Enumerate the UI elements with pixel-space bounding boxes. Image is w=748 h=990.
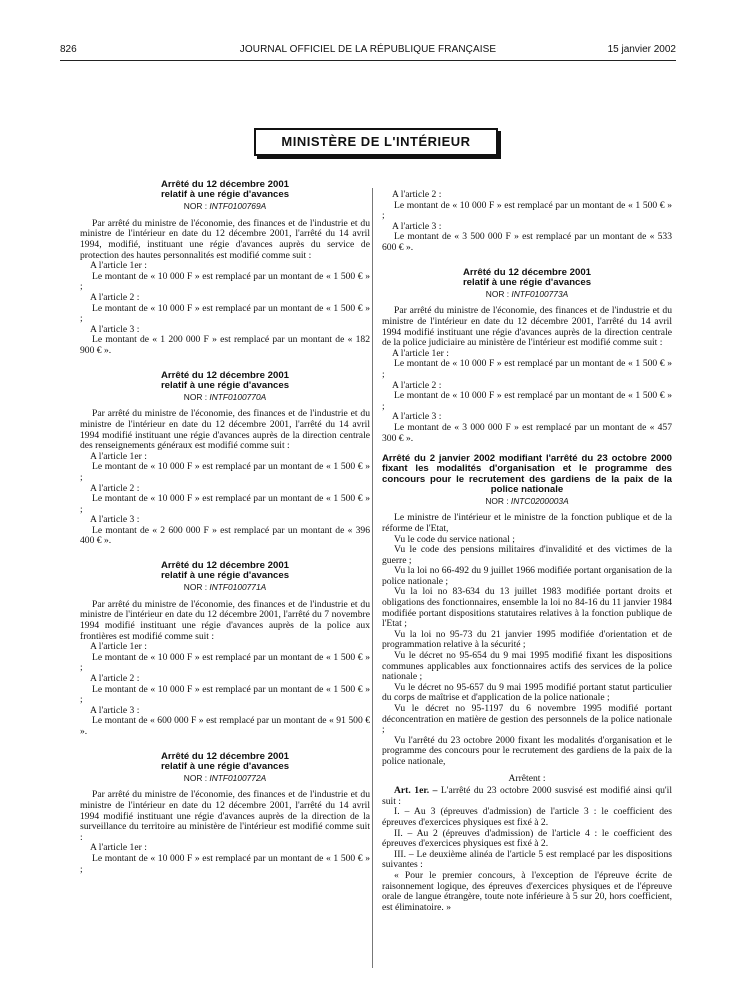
article-label: A l'article 2 :: [90, 482, 140, 494]
decree-section: [80, 371, 370, 548]
header-rule: [60, 60, 676, 61]
article-label: A l'article 2 :: [90, 673, 140, 685]
decree-title: Arrêté du 12 décembre 2001 relatif à une régie d'avances: [462, 266, 592, 288]
decree-title: Arrêté du 12 décembre 2001 relatif à une régie d'avances: [160, 560, 290, 582]
decree-section: [382, 268, 672, 445]
column-divider: [372, 188, 373, 968]
article-text: Le montant de « 10 000 F » est remplacé par un montant de « 1 500 € » ;: [80, 302, 370, 325]
article-text: Le montant de « 10 000 F » est remplacé par un montant de « 1 500 € » ;: [80, 493, 370, 515]
article-label: A l'article 1er :: [90, 641, 147, 653]
article-text: Le montant de « 10 000 F » est remplacé par un montant de « 1 500 € » ;: [382, 390, 672, 412]
visa-paragraph: Vu le code des pensions militaires d'invalidité et des victimes de la guerre ;: [382, 544, 672, 566]
running-header: [60, 44, 676, 58]
visa-paragraph: Vu le code du service national ;: [394, 533, 515, 545]
article-label: A l'article 1er :: [90, 450, 147, 462]
nor-reference: NOR : INTF0100771A: [183, 582, 267, 593]
decree-title: Arrêté du 12 décembre 2001 relatif à une régie d'avances: [160, 750, 290, 772]
article-label: A l'article 1er :: [392, 347, 449, 359]
article-text: Le montant de « 1 200 000 F » est remplacé par un montant de « 182 900 € ».: [80, 334, 370, 356]
article-1-label: Art. 1er. –: [394, 785, 438, 797]
article-label: A l'article 1er :: [90, 842, 147, 854]
article-label: A l'article 1er :: [90, 260, 147, 272]
article-label: A l'article 2 :: [90, 291, 140, 303]
decree-section: [80, 180, 370, 357]
article-text: Le montant de « 10 000 F » est remplacé par un montant de « 1 500 € » ;: [80, 683, 370, 706]
article-label: A l'article 3 :: [392, 220, 442, 232]
decree-section: [80, 752, 370, 876]
item-paragraph: I. – Au 3 (épreuves d'admission) de l'article 3 : le coefficient des épreuves d'exercices physiques est fixé à 2.: [382, 806, 672, 828]
article-1-paragraph: Art. 1er. – L'arrêté du 23 octobre 2000 susvisé est modifié ainsi qu'il suit :: [382, 785, 672, 807]
visa-paragraph: Vu l'arrêté du 23 octobre 2000 fixant les modalités d'organisation et le programme des concours pour le recrutement des gardiens de la paix de la police nationale,: [382, 734, 672, 767]
article-text: Le montant de « 10 000 F » est remplacé par un montant de « 1 500 € » ;: [80, 461, 370, 483]
item-paragraph: II. – Au 2 (épreuves d'admission) de l'article 4 : le coefficient des épreuves d'exercices physiques est fixé à 2.: [382, 827, 672, 850]
article-label: A l'article 3 :: [90, 704, 140, 716]
journal-title: JOURNAL OFFICIEL DE LA RÉPUBLIQUE FRANÇAISE: [239, 44, 497, 55]
article-label: A l'article 2 :: [392, 189, 442, 200]
decree-intro: Par arrêté du ministre de l'économie, des finances et de l'industrie et du ministre de l'intérieur en date du 12 décembre 2001, l'arrêté du 7 novembre 1994 modifié instituant une régie d'avances auprès de la police aux frontières est modifié comme suit :: [80, 598, 370, 642]
article-label: A l'article 3 :: [90, 514, 140, 526]
left-column: [80, 180, 370, 875]
nor-reference: NOR : INTF0100769A: [183, 201, 267, 212]
decree-continuation: [382, 190, 672, 254]
article-text: Le montant de « 2 600 000 F » est remplacé par un montant de « 396 400 € ».: [80, 524, 370, 547]
right-column: [382, 190, 672, 913]
visa-paragraph: Vu la loi no 95-73 du 21 janvier 1995 modifiée d'orientation et de programmation relative à la sécurité ;: [382, 628, 672, 651]
visa-paragraph: Vu la loi no 83-634 du 13 juillet 1983 modifiée portant droits et obligations des fonctionnaires, ensemble la loi no 84-16 du 11 janvier 1984 modifiée portant dispositions statutaires relatives à la fonction publique de l'Etat ;: [382, 586, 672, 630]
article-label: A l'article 3 :: [90, 323, 140, 335]
preamble-paragraph: Le ministre de l'intérieur et le ministre de la fonction publique et de la réforme de l'Etat,: [382, 512, 672, 534]
article-text: Le montant de « 10 000 F » est remplacé par un montant de « 1 500 € » ;: [80, 852, 370, 875]
item-paragraph: III. – Le deuxième alinéa de l'article 5 est remplacé par les dispositions suivantes :: [382, 848, 672, 871]
visa-paragraph: Vu le décret no 95-654 du 9 mai 1995 modifié fixant les dispositions communes applicables aux fonctionnaires actifs des services de la police nationale ;: [382, 650, 672, 683]
article-text: Le montant de « 3 000 000 F » est remplacé par un montant de « 457 300 € ».: [382, 421, 672, 444]
decree-section: [382, 454, 672, 913]
decree-intro: Par arrêté du ministre de l'économie, des finances et de l'industrie et du ministre de l'intérieur en date du 12 décembre 2001, l'arrêté du 14 avril 1994 modifié instituant une régie d'avances auprès de la direction de la surveillance du territoire au ministère de l'intérieur est modifié comme suit :: [80, 789, 370, 843]
page-number: 826: [60, 44, 77, 55]
article-label: A l'article 2 :: [392, 379, 442, 391]
decree-intro: Par arrêté du ministre de l'économie, des finances et de l'industrie et du ministre de l'intérieur en date du 12 décembre 2001, l'arrêté du 14 avril 1994 modifié instituant une régie d'avances auprès de la direction centrale de la police judiciaire au ministère de l'intérieur est modifié comme suit :: [382, 305, 672, 349]
ministry-heading: MINISTÈRE DE L'INTÉRIEUR: [254, 128, 498, 156]
nor-reference: NOR : INTF0100770A: [183, 391, 267, 402]
decree-intro: Par arrêté du ministre de l'économie, des finances et de l'industrie et du ministre de l'intérieur en date du 12 décembre 2001, l'arrêté du 14 avril 1994, modifié, instituant une régie d'avances auprès du service de protection des hautes personnalités est modifié comme suit :: [80, 217, 370, 261]
decree-intro: Par arrêté du ministre de l'économie, des finances et de l'industrie et du ministre de l'intérieur en date du 12 décembre 2001, l'arrêté du 14 avril 1994 modifié instituant une régie d'avances auprès de la direction centrale des renseignements généraux est modifié comme suit :: [80, 408, 370, 452]
visa-paragraph: Vu la loi no 66-492 du 9 juillet 1966 modifiée portant organisation de la police nationale ;: [382, 565, 672, 587]
article-text: Le montant de « 3 500 000 F » est remplacé par un montant de « 533 600 € ».: [382, 231, 672, 253]
visa-paragraph: Vu le décret no 95-1197 du 6 novembre 1995 modifié portant déconcentration en matière de gestion des personnels de la police nationale ;: [382, 703, 672, 736]
issue-date: 15 janvier 2002: [607, 44, 676, 55]
visa-paragraph: Vu le décret no 95-657 du 9 mai 1995 modifié portant statut particulier du corps de maîtrise et d'application de la police nationale ;: [382, 681, 672, 704]
decree-title: Arrêté du 12 décembre 2001 relatif à une régie d'avances: [160, 369, 290, 391]
arretent-heading: Arrêtent :: [508, 772, 546, 784]
decree-title: Arrêté du 12 décembre 2001 relatif à une régie d'avances: [160, 179, 290, 201]
article-text: Le montant de « 10 000 F » est remplacé par un montant de « 1 500 € » ;: [80, 270, 370, 293]
nor-reference: NOR : INTF0100773A: [485, 288, 569, 299]
decree-title: Arrêté du 2 janvier 2002 modifiant l'arrêté du 23 octobre 2000 fixant les modalités d'organisation et le programme des concours pour le recrutement des gardiens de la paix de la police nationale: [382, 453, 672, 495]
article-text: Le montant de « 10 000 F » est remplacé par un montant de « 1 500 € » ;: [80, 651, 370, 674]
article-label: A l'article 3 :: [392, 411, 442, 423]
article-text: Le montant de « 10 000 F » est remplacé par un montant de « 1 500 € » ;: [382, 358, 672, 380]
nor-reference: NOR : INTC0200003A: [485, 495, 569, 506]
article-text: Le montant de « 600 000 F » est remplacé par un montant de « 91 500 € ».: [80, 715, 370, 737]
article-text: Le montant de « 10 000 F » est remplacé par un montant de « 1 500 € » ;: [382, 199, 672, 222]
quoted-provision: « Pour le premier concours, à l'exception de l'épreuve écrite de raisonnement logique, des épreuves d'exercices physiques et de l'épreuve orale de langue étrangère, toute note inférieure à 5 sur 20, hors coefficient, est éliminatoire. »: [382, 869, 672, 913]
nor-reference: NOR : INTF0100772A: [183, 773, 267, 783]
decree-section: [80, 561, 370, 738]
